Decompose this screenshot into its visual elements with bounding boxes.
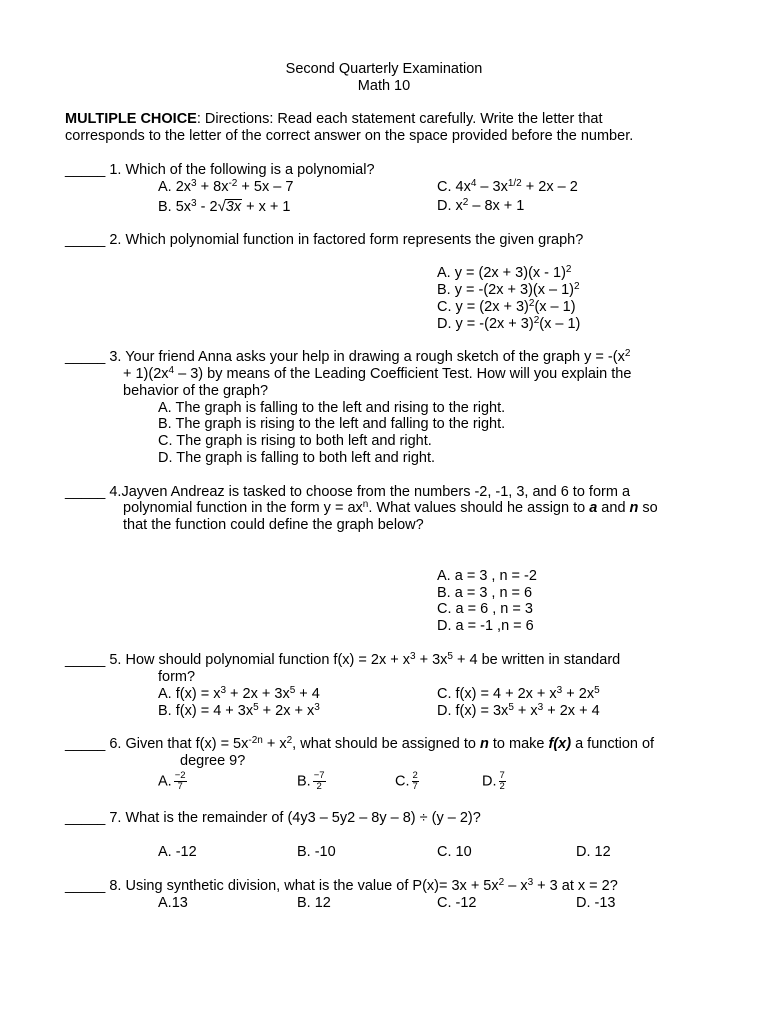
question-4-stem-line-3: that the function could define the graph below? — [123, 517, 424, 533]
answer-blank[interactable]: _____ — [65, 736, 106, 752]
question-3-stem-line-2: + $1)(2x^4 - 3)$ by means of the Leading Coefficient Test. How will you explain the — [123, 365, 632, 382]
question-3-stem-line-3: behavior of the graph? — [123, 383, 269, 399]
fraction: $\frac{-2}{7}$ — [174, 770, 186, 792]
square-root-symbol: √ — [217, 198, 226, 215]
q5-option-c: C. $f(x) = 4 + 2x + x^3 + 2x^5$ — [437, 685, 600, 702]
fraction: $\frac{2}{7}$ — [412, 770, 418, 792]
answer-blank[interactable]: _____ — [65, 878, 106, 894]
answer-blank[interactable]: _____ — [65, 652, 106, 668]
q3-option-d: D. The graph is falling to both left and right. — [158, 450, 436, 466]
q8-option-c: C. -12 — [437, 895, 477, 911]
q4-option-b: B. a = 3 , n = 6 — [437, 585, 533, 601]
q5-option-a: A. $f(x) = x^3 + 2x + 3x^5 + 4$ — [158, 685, 320, 702]
question-7-stem: _____ 7. What is the remainder of (4y3 – 5y2 – 8y – 8) ÷ (y – 2)? — [65, 810, 481, 826]
q4-option-d: D. a = -1 ,n = 6 — [437, 618, 534, 634]
q8-option-d: D. -13 — [576, 895, 616, 911]
q7-option-b: B. -10 — [297, 844, 336, 860]
question-3-stem-line-1: _____ 3. Your friend Anna asks your help in drawing a rough sketch of the graph $y = -(x^2$ — [65, 348, 631, 365]
q6-option-c: C. $\frac{2}{7}$ — [395, 770, 418, 792]
q3-option-c: C. The graph is rising to both left and right. — [158, 433, 432, 449]
q1-option-b: B. $5x^3 - 2√3x + x + 1$ — [158, 198, 291, 215]
q4-option-a: A. a = 3 , n = -2 — [437, 568, 537, 584]
q1-option-d: D. $x^2 - 8x + 1$ — [437, 197, 525, 214]
q2-option-a: A. y = (2x + 3)(x - 1)$^2$ — [437, 264, 572, 281]
question-1-stem: _____ 1. Which of the following is a polynomial? — [65, 162, 375, 178]
q7-option-a: A. -12 — [158, 844, 197, 860]
question-2-stem: _____ 2. Which polynomial function in factored form represents the given graph? — [65, 232, 584, 248]
q8-option-b: B. 12 — [297, 895, 331, 911]
q7-option-c: C. 10 — [437, 844, 472, 860]
q7-option-d: D. 12 — [576, 844, 611, 860]
answer-blank[interactable]: _____ — [65, 349, 106, 365]
q6-option-a: A. $\frac{-2}{7}$ — [158, 770, 186, 792]
q5-option-b: B. $f(x) = 4 + 3x^5 + 2x + x^3$ — [158, 702, 320, 719]
fraction: $\frac{-7}{2}$ — [313, 770, 325, 792]
q5-option-d: D. $f(x) = 3x^5 + x^3 + 2x + 4$ — [437, 702, 600, 719]
exam-subject: Math 10 — [357, 78, 411, 94]
q2-option-c: C. $y = (2x + 3)^2(x - 1)$ — [437, 298, 576, 315]
q1-option-a: A. $2x^3 + 8x^{-2} + 5x - 7$ — [158, 178, 294, 195]
answer-blank[interactable]: _____ — [65, 484, 106, 500]
instructions-line-2: corresponds to the letter of the correct answer on the space provided before the number. — [65, 128, 634, 144]
q2-option-b: B. y = -(2x + 3)(x – 1)$^2$ — [437, 281, 580, 298]
question-5-stem-line-2: form? — [158, 669, 196, 685]
q2-option-d: D. $y = -(2x + 3)^2(x - 1)$ — [437, 315, 581, 332]
question-4-stem-line-1: _____ 4.Jayven Andreaz is tasked to choose from the numbers -2, -1, 3, and 6 to form a — [65, 484, 631, 500]
instructions-line-1: MULTIPLE CHOICE: Directions: Read each statement carefully. Write the letter that — [65, 111, 603, 127]
fraction: $\frac{7}{2}$ — [499, 770, 505, 792]
q8-option-a: A.13 — [158, 895, 188, 911]
question-6-stem-line-1: _____ 6. Given that $f(x) = 5x^{-2n} + x^2$, what should be assigned to n to make f(x) a function of — [65, 735, 655, 752]
q1-option-c: C. $4x^4 - 3x^{1/2} + 2x - 2$ — [437, 178, 578, 195]
exam-title: Second Quarterly Examination — [285, 61, 483, 77]
question-8-stem: _____ 8. Using synthetic division, what is the value of $P(x)= 3x + 5x^2 - x^3 + 3$ at x = 2? — [65, 877, 618, 894]
q4-option-c: C. a = 6 , n = 3 — [437, 601, 533, 617]
q6-option-b: B. $\frac{-7}{2}$ — [297, 770, 325, 792]
answer-blank[interactable]: _____ — [65, 810, 106, 826]
answer-blank[interactable]: _____ — [65, 232, 106, 248]
question-4-stem-line-2: polynomial function in the form $y = ax^n$. What values should he assign to a and n so — [123, 499, 658, 516]
q3-option-a: A. The graph is falling to the left and rising to the right. — [158, 400, 506, 416]
answer-blank[interactable]: _____ — [65, 162, 106, 178]
question-6-stem-line-2: degree 9? — [180, 753, 246, 769]
q3-option-b: B. The graph is rising to the left and falling to the right. — [158, 416, 506, 432]
q6-option-d: D. $\frac{7}{2}$ — [482, 770, 505, 792]
question-5-stem-line-1: _____ 5. How should polynomial function $f(x) = 2x + x^3 + 3x^5 + 4$ be written in standard — [65, 651, 621, 668]
instructions-label: MULTIPLE CHOICE — [65, 111, 197, 127]
